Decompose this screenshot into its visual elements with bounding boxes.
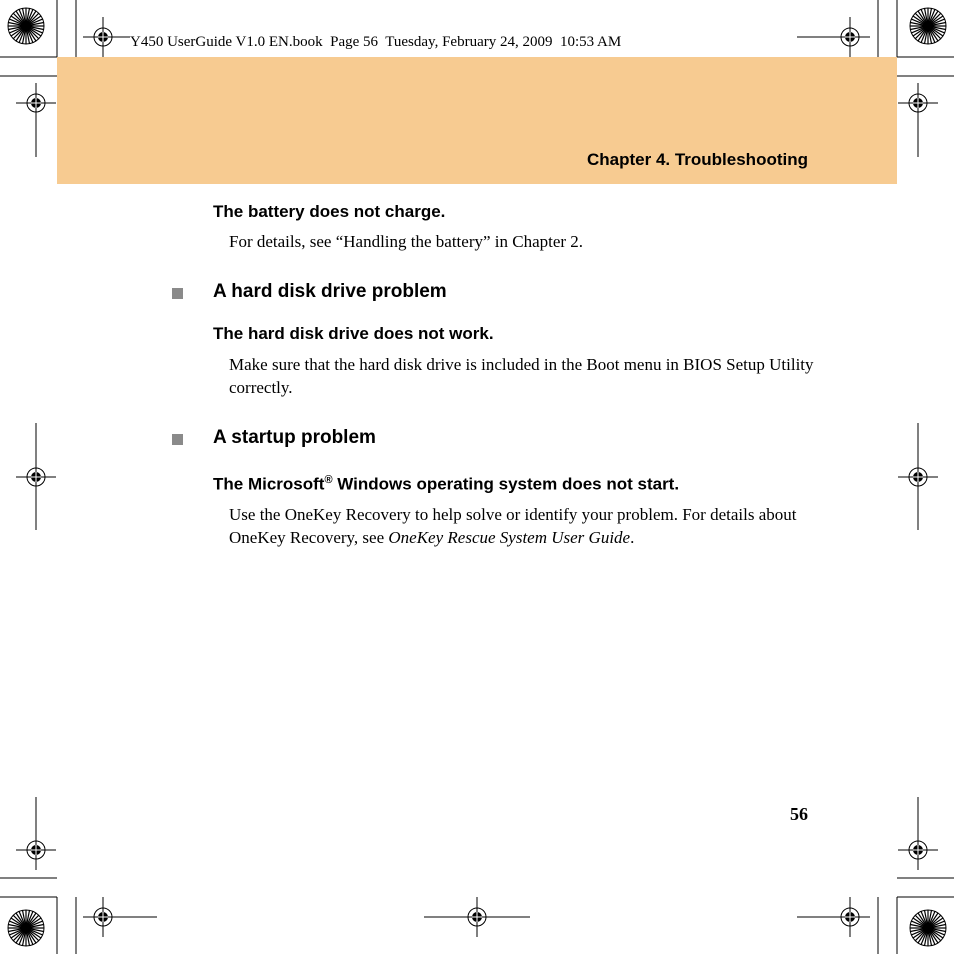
hard-disk-subheading: The hard disk drive does not work. [213,324,494,343]
star-target-mark [910,8,946,44]
hard-disk-body: Make sure that the hard disk drive is included in the Boot menu in BIOS Setup Utility correctly. [229,355,814,397]
battery-subheading: The battery does not charge. [213,202,446,221]
star-target-mark [8,8,44,44]
startup-subheading-pre: The Microsoft [213,474,325,494]
star-target-mark [910,910,946,946]
bullet-square-icon [172,288,183,299]
star-target-mark [8,910,44,946]
registration-mark [16,830,56,870]
registration-mark [16,83,56,123]
registration-mark [830,897,870,937]
registration-mark [830,17,870,57]
registration-mark [898,83,938,123]
registration-mark [16,457,56,497]
onekey-guide-title: OneKey Rescue System User Guide [388,528,631,547]
registration-mark [898,830,938,870]
bullet-square-icon [172,434,183,445]
page-number: 56 [790,804,808,824]
hard-disk-heading: A hard disk drive problem [213,281,447,302]
registration-mark [898,457,938,497]
startup-body [229,503,819,549]
registration-mark [83,897,123,937]
startup-subheading [213,474,679,495]
startup-body-end: . [630,528,635,547]
registration-mark [83,17,123,57]
startup-subheading-post: Windows operating system does not start. [332,474,680,494]
battery-body: For details, see “Handling the battery” in Chapter 2. [229,232,584,251]
print-slug-line: Y450 UserGuide V1.0 EN.book Page 56 Tuesday, February 24, 2009 10:53 AM [130,34,622,50]
chapter-title: Chapter 4. Troubleshooting [586,150,808,169]
startup-heading: A startup problem [213,427,376,448]
startup-body-text: Use the OneKey Recovery to help solve or identify your problem. For details about OneKey Recovery, see [229,505,797,547]
registration-mark [457,897,497,937]
registered-mark: ® [324,474,333,486]
